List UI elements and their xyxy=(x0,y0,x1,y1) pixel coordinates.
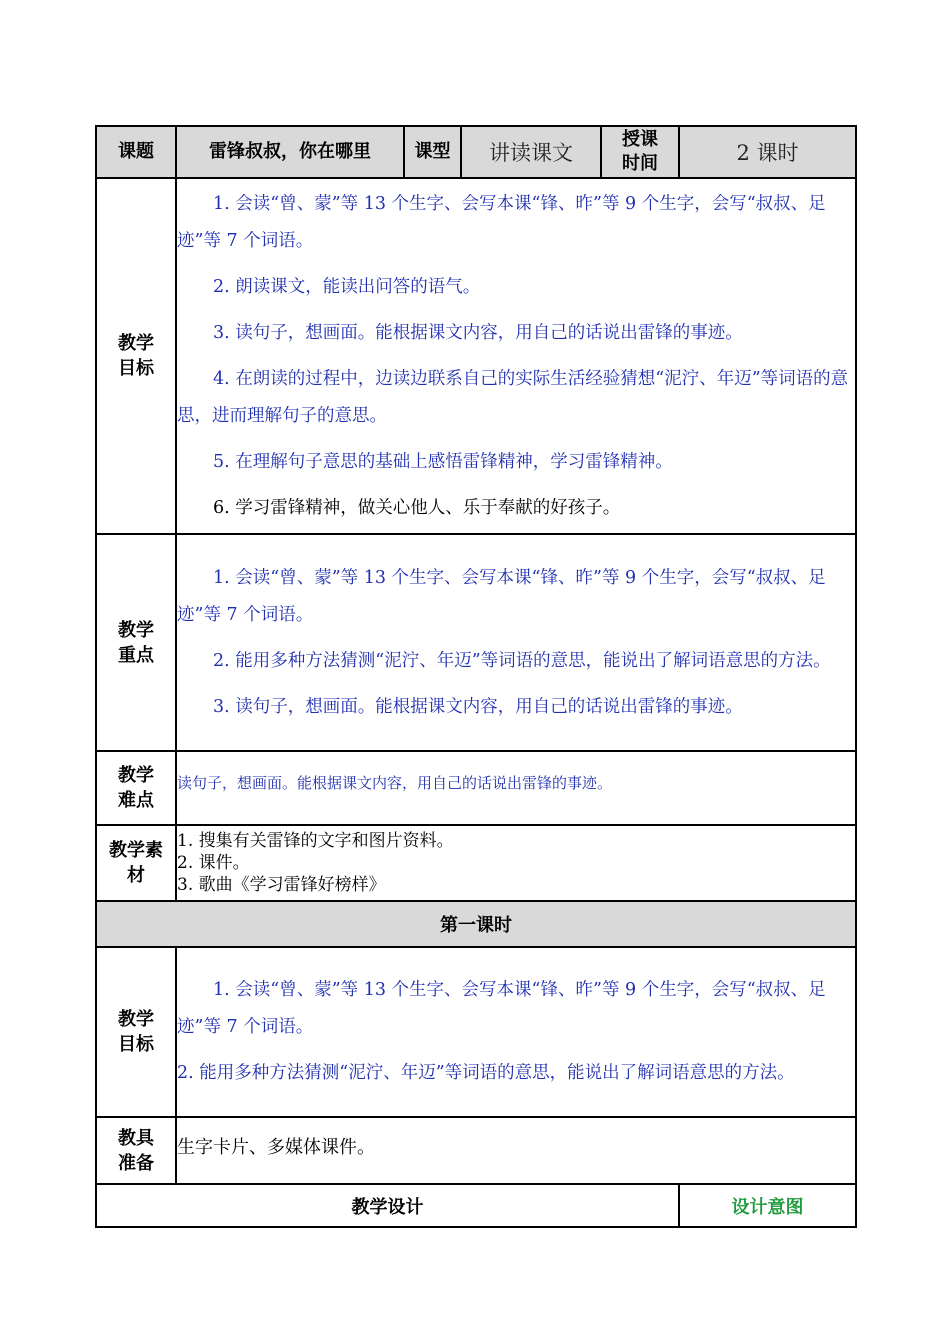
goals-label xyxy=(96,178,176,534)
materials-label-text: 教学素材 xyxy=(109,840,163,886)
difficulty-label xyxy=(96,751,176,825)
key-points-content xyxy=(176,534,856,751)
difficulty-row xyxy=(96,751,856,825)
materials-row xyxy=(96,825,856,901)
key-points-label xyxy=(96,534,176,751)
materials-content xyxy=(176,825,856,901)
lesson-plan-table xyxy=(95,125,857,1228)
lesson-goal-item: 2. 能用多种方法猜测“泥泞、年迈”等词语的意思，能说出了解词语意思的方法。 xyxy=(177,1063,795,1083)
intent-label: 设计意图 xyxy=(679,1184,856,1227)
goals-content xyxy=(176,178,856,534)
goal-item: 6. 学习雷锋精神，做关心他人、乐于奉献的好孩子。 xyxy=(213,497,621,518)
goal-item: 5. 在理解句子意思的基础上感悟雷锋精神，学习雷锋精神。 xyxy=(213,451,673,472)
hours-value: 2 课时 xyxy=(679,126,856,178)
type-value: 讲读课文 xyxy=(461,126,601,178)
design-label: 教学设计 xyxy=(96,1184,679,1227)
tools-text xyxy=(176,1117,856,1184)
lesson-goals-row xyxy=(96,947,856,1117)
material-item: 3. 歌曲《学习雷锋好榜样》 xyxy=(177,875,386,895)
lesson-goals-content xyxy=(176,947,856,1117)
tools-label xyxy=(96,1117,176,1184)
header-row xyxy=(96,126,856,178)
topic-label: 课题 xyxy=(96,126,176,178)
topic-value: 雷锋叔叔，你在哪里 xyxy=(176,126,404,178)
first-lesson-title: 第一课时 xyxy=(96,901,856,947)
hours-label-text: 授课时间 xyxy=(622,129,658,174)
material-item: 2. 课件。 xyxy=(177,853,250,873)
goals-row xyxy=(96,178,856,534)
lesson-goals-label xyxy=(96,947,176,1117)
difficulty-label-text: 教学难点 xyxy=(118,765,154,811)
difficulty-text xyxy=(176,751,856,825)
lesson-goals-label-text: 教学目标 xyxy=(118,1009,154,1055)
materials-label xyxy=(96,825,176,901)
tools-label-text: 教具准备 xyxy=(118,1127,154,1174)
goal-item: 3. 读句子，想画面。能根据课文内容，用自己的话说出雷锋的事迹。 xyxy=(213,322,743,343)
goal-item: 4. 在朗读的过程中，边读边联系自己的实际生活经验猜想“泥泞、年迈”等词语的意思，进而理解句子的意思。 xyxy=(177,368,849,426)
key-point-item: 2. 能用多种方法猜测“泥泞、年迈”等词语的意思，能说出了解词语意思的方法。 xyxy=(213,650,831,671)
tools-text-line: 生字卡片、多媒体课件。 xyxy=(177,1136,375,1158)
design-row xyxy=(96,1184,856,1227)
type-label: 课型 xyxy=(404,126,461,178)
goal-item: 1. 会读“曾、蒙”等 13 个生字、会写本课“锋、昨”等 9 个生字，会写“叔叔、足迹”等 7 个词语。 xyxy=(177,193,826,251)
key-point-item: 1. 会读“曾、蒙”等 13 个生字、会写本课“锋、昨”等 9 个生字，会写“叔叔、足迹”等 7 个词语。 xyxy=(177,567,826,625)
goals-label-text: 教学目标 xyxy=(118,333,154,379)
key-points-row xyxy=(96,534,856,751)
lesson-goal-item: 1. 会读“曾、蒙”等 13 个生字、会写本课“锋、昨”等 9 个生字，会写“叔叔、足迹”等 7 个词语。 xyxy=(177,980,826,1037)
hours-label xyxy=(601,126,679,178)
key-point-item: 3. 读句子，想画面。能根据课文内容，用自己的话说出雷锋的事迹。 xyxy=(213,696,743,717)
key-points-label-text: 教学重点 xyxy=(118,619,154,666)
tools-row xyxy=(96,1117,856,1184)
first-lesson-row xyxy=(96,901,856,947)
goal-item: 2. 朗读课文，能读出问答的语气。 xyxy=(213,276,481,297)
difficulty-text-line: 读句子，想画面。能根据课文内容，用自己的话说出雷锋的事迹。 xyxy=(177,773,613,792)
material-item: 1. 搜集有关雷锋的文字和图片资料。 xyxy=(177,831,454,851)
